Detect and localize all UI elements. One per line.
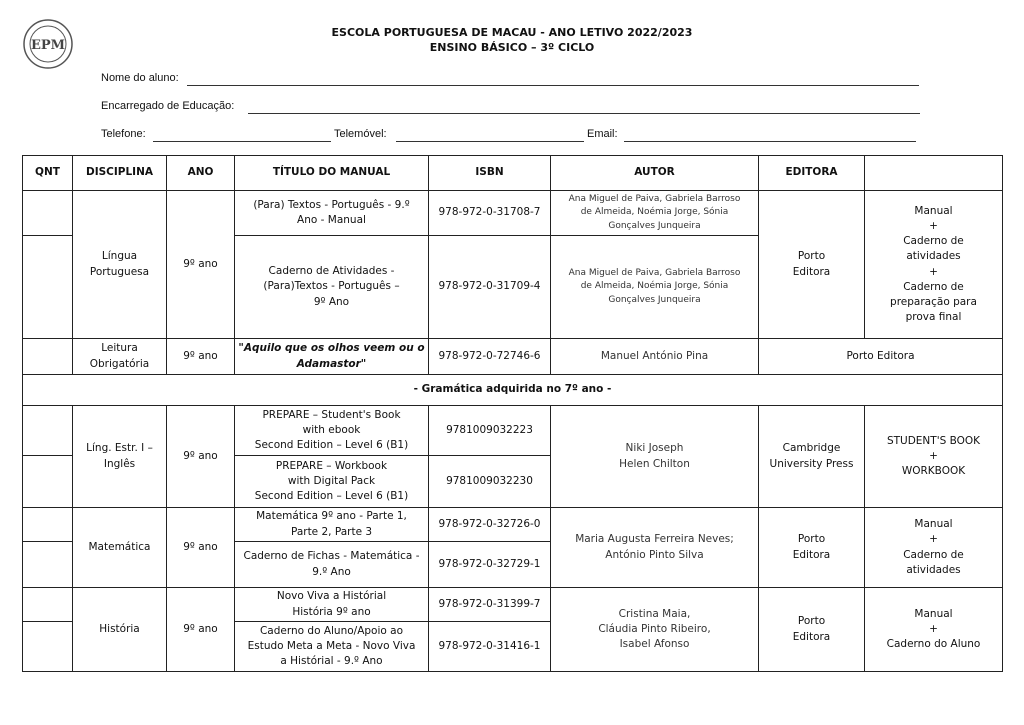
notes-cell: Manual + Caderno de atividades + Caderno de preparação para prova final: [865, 191, 1003, 339]
table-row: [23, 406, 1003, 456]
col-header-ano: ANO: [167, 156, 235, 191]
school-title: ESCOLA PORTUGUESA DE MACAU - ANO LETIVO 2022/2023: [331, 26, 693, 39]
email-field[interactable]: [624, 141, 916, 142]
col-header-qnt: QNT: [23, 156, 73, 191]
disciplina-cell: Matemática: [73, 508, 167, 588]
email-label: Email:: [587, 128, 618, 140]
table-row: [23, 375, 1003, 406]
isbn-cell: 978-972-0-72746-6: [429, 339, 551, 375]
nome-field[interactable]: [187, 85, 919, 86]
ano-cell: 9º ano: [167, 406, 235, 508]
isbn-cell: 978-972-0-32726-0: [429, 508, 551, 542]
isbn-cell: 9781009032230: [429, 456, 551, 508]
editora-cell: Porto Editora: [759, 191, 865, 339]
ano-cell: 9º ano: [167, 508, 235, 588]
titulo-cell: Caderno de Fichas - Matemática - 9.º Ano: [235, 542, 429, 588]
nome-label: Nome do aluno:: [101, 72, 179, 84]
telemovel-label: Telemóvel:: [334, 128, 387, 140]
qnt-cell[interactable]: [23, 191, 73, 236]
col-header-autor: AUTOR: [551, 156, 759, 191]
titulo-cell: PREPARE – Student's Book with ebook Second Edition – Level 6 (B1): [235, 406, 429, 456]
telemovel-field[interactable]: [396, 141, 584, 142]
editora-cell: Porto Editora: [759, 588, 865, 672]
disciplina-cell: História: [73, 588, 167, 672]
isbn-cell: 978-972-0-31709-4: [429, 236, 551, 339]
encarregado-label: Encarregado de Educação:: [101, 100, 235, 112]
editora-cell: Cambridge University Press: [759, 406, 865, 508]
col-header-titulo: TÍTULO DO MANUAL: [235, 156, 429, 191]
qnt-cell[interactable]: [23, 456, 73, 508]
telefone-field[interactable]: [153, 141, 331, 142]
disciplina-cell: Leitura Obrigatória: [73, 339, 167, 375]
editora-cell: Porto Editora: [759, 508, 865, 588]
ano-cell: 9º ano: [167, 339, 235, 375]
qnt-cell[interactable]: [23, 508, 73, 542]
titulo-cell: Caderno de Atividades - (Para)Textos - Português – 9º Ano: [235, 236, 429, 339]
isbn-cell: 978-972-0-31416-1: [429, 622, 551, 672]
autor-cell: Ana Miguel de Paiva, Gabriela Barroso de Almeida, Noémia Jorge, Sónia Gonçalves Junqueira: [551, 236, 759, 339]
svg-text:EPM: EPM: [30, 38, 66, 53]
isbn-cell: 9781009032223: [429, 406, 551, 456]
qnt-cell[interactable]: [23, 339, 73, 375]
qnt-cell[interactable]: [23, 588, 73, 622]
titulo-cell: Matemática 9º ano - Parte 1, Parte 2, Parte 3: [235, 508, 429, 542]
disciplina-cell: Língua Portuguesa: [73, 191, 167, 339]
qnt-cell[interactable]: [23, 236, 73, 339]
ano-cell: 9º ano: [167, 588, 235, 672]
isbn-cell: 978-972-0-31399-7: [429, 588, 551, 622]
autor-cell: Cristina Maia, Cláudia Pinto Ribeiro, Isabel Afonso: [551, 588, 759, 672]
table-row: [23, 508, 1003, 542]
school-subtitle: ENSINO BÁSICO – 3º CICLO: [429, 41, 595, 54]
table-row: [23, 339, 1003, 375]
col-header-disciplina: DISCIPLINA: [73, 156, 167, 191]
disciplina-cell: Líng. Estr. I – Inglês: [73, 406, 167, 508]
table-row: [23, 588, 1003, 622]
gramatica-note: - Gramática adquirida no 7º ano -: [23, 375, 1003, 406]
titulo-cell: "Aquilo que os olhos veem ou o Adamastor": [235, 339, 429, 375]
manuals-table: [22, 155, 1003, 672]
titulo-cell: Novo Viva a Histórial História 9º ano: [235, 588, 429, 622]
col-header-isbn: ISBN: [429, 156, 551, 191]
isbn-cell: 978-972-0-32729-1: [429, 542, 551, 588]
autor-cell: Manuel António Pina: [551, 339, 759, 375]
autor-cell: Ana Miguel de Paiva, Gabriela Barroso de Almeida, Noémia Jorge, Sónia Gonçalves Junqueira: [551, 191, 759, 236]
notes-cell: Manual + Caderno do Aluno: [865, 588, 1003, 672]
telefone-label: Telefone:: [101, 128, 146, 140]
autor-cell: Niki Joseph Helen Chilton: [551, 406, 759, 508]
col-header-notes: [865, 156, 1003, 191]
qnt-cell[interactable]: [23, 542, 73, 588]
qnt-cell[interactable]: [23, 406, 73, 456]
titulo-cell: Caderno do Aluno/Apoio ao Estudo Meta a Meta - Novo Viva a Histórial - 9.º Ano: [235, 622, 429, 672]
encarregado-field[interactable]: [248, 113, 920, 114]
editora-cell: Porto Editora: [759, 339, 1003, 375]
col-header-editora: EDITORA: [759, 156, 865, 191]
qnt-cell[interactable]: [23, 622, 73, 672]
table-row: [23, 191, 1003, 236]
ano-cell: 9º ano: [167, 191, 235, 339]
titulo-cell: PREPARE – Workbook with Digital Pack Second Edition – Level 6 (B1): [235, 456, 429, 508]
header-row: [23, 156, 1003, 191]
notes-cell: Manual + Caderno de atividades: [865, 508, 1003, 588]
notes-cell: STUDENT'S BOOK + WORKBOOK: [865, 406, 1003, 508]
titulo-cell: (Para) Textos - Português - 9.º Ano - Manual: [235, 191, 429, 236]
isbn-cell: 978-972-0-31708-7: [429, 191, 551, 236]
autor-cell: Maria Augusta Ferreira Neves; António Pinto Silva: [551, 508, 759, 588]
